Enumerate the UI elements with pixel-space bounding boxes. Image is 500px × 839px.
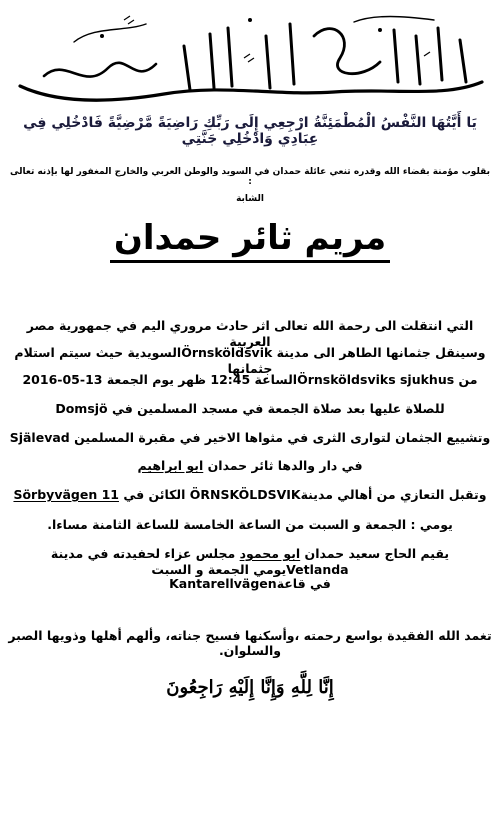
body-line-4: للصلاة عليها بعد صلاة الجمعة في مسجد المسلمين في Domsjö <box>55 401 445 416</box>
body-line-2: وسينقل جثمانها الطاهر الى مدينة Örnsköldsvikالسويدية حيث سيتم استلام جثمانها <box>14 345 486 376</box>
condolence-address: Sörbyvägen 11 <box>13 487 119 502</box>
deceased-name-text: مريم ثائر حمدان <box>110 218 390 263</box>
body-line-6 <box>8 458 492 474</box>
intro-line: بقلوب مؤمنة بقضاء الله وقدره تنعي عائلة حمدان في السويد والوطن العربي والخارج المغفور لها بإذنه تعالى : <box>10 167 490 187</box>
body-line-7 <box>8 487 492 503</box>
intro-title: الشابة <box>236 194 264 204</box>
basmala-calligraphy <box>14 6 488 106</box>
father-kunya: ابو ابراهيم <box>137 458 204 473</box>
body-line-10: في قاعةKantarellvägen <box>169 576 331 591</box>
condolence-text: وتقبل التعازي من أهالي مدينةÖRNSKÖLDSVIK الكائن في <box>118 487 487 502</box>
grandfather-text: يقيم الحاج سعيد حمدان <box>300 546 450 561</box>
quran-verse: يَا أَيَّتُهَا النَّفْسُ الْمُطْمَئِنَّةُ ارْجِعِي إِلَى رَبِّكِ رَاضِيَةً مَّرْضِيَّةً فَادْخُلِي فِي عِبَادِي وَادْخُلِي جَنَّتِي <box>23 115 477 147</box>
father-name-text: في دار والدها ثائر حمدان <box>203 458 363 473</box>
body-line-8: يومي : الجمعة و السبت من الساعة الخامسة للساعة الثامنة مساءا. <box>47 517 453 532</box>
grandfather-kunya: ابو محمود <box>239 546 301 561</box>
body-line-3: من Örnsköldsviks sjukhusالساعة 12:45 ظهر يوم الجمعة 13-05-2016 <box>22 372 478 387</box>
final-verse: إِنَّا لِلَّهِ وَإِنَّا إِلَيْهِ رَاجِعُونَ <box>166 677 334 698</box>
body-line-5: وتشييع الجثمان لتوارى الثرى في مثواها الاخير في مقبرة المسلمين Själevad <box>9 430 491 445</box>
body-line-1: التي انتقلت الى رحمة الله تعالى اثر حادث مروري اليم في جمهورية مصر العربية <box>26 318 474 349</box>
body-line-9 <box>8 546 492 578</box>
closing-prayer: تغمد الله الفقيدة بواسع رحمته ،وأسكنها فسيح جناته، وألهم أهلها وذويها الصبر والسلوان. <box>8 628 492 658</box>
deceased-name <box>8 218 492 258</box>
grandfather-text-rest: مجلس عزاء لحفيدته في مدينة Vetlandaيومي الجمعة و السبت <box>50 546 349 577</box>
